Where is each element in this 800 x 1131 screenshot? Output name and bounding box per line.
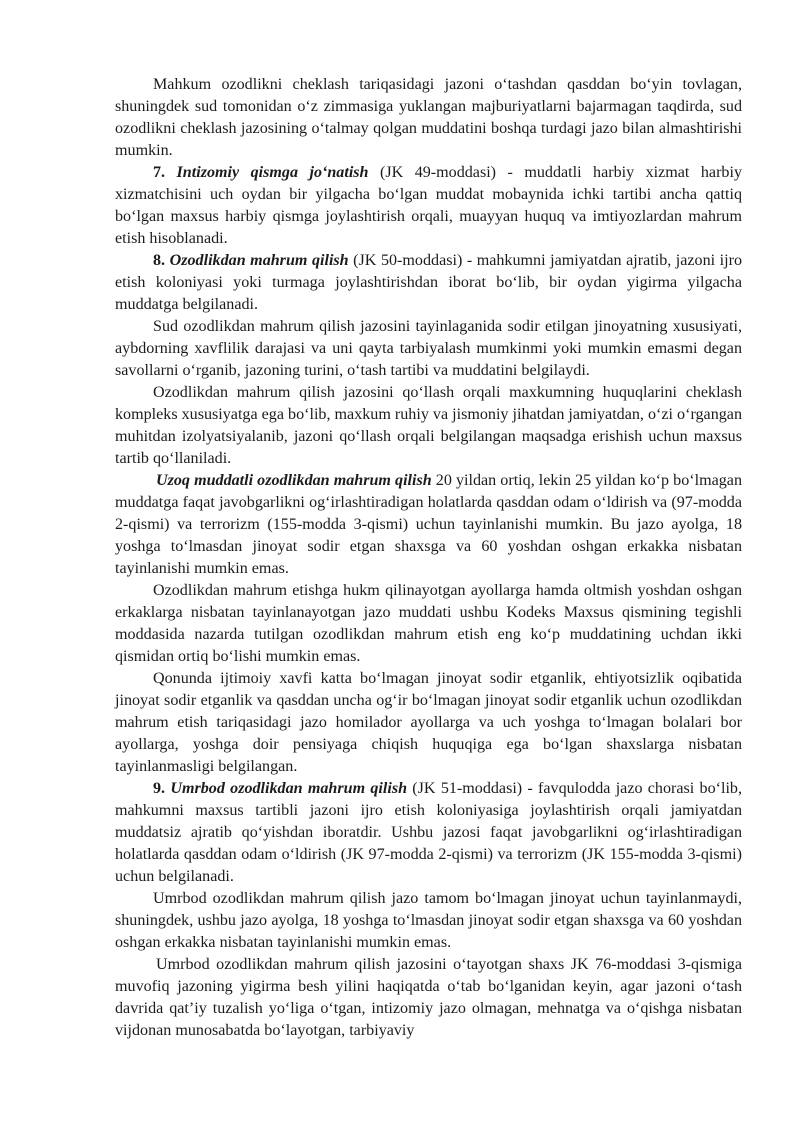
paragraph bbox=[115, 888, 742, 954]
paragraph bbox=[115, 382, 742, 470]
paragraph-text: (JK 50-moddasi) - mahkumni jamiyatdan ajratib, jazoni ijro etish koloniyasi yoki turmaga joylashtirishdan iborat bo‘lib, bir oydan yigirma yilgacha muddatga belgilanadi. bbox=[115, 252, 743, 313]
item-heading: Ozodlikdan mahrum qilish bbox=[169, 252, 349, 269]
paragraph-text: Umrbod ozodlikdan mahrum qilish jazosini o‘tayotgan shaxs JK 76-moddasi 3-qismiga muvofiq jazoning yigirma besh yilini haqiqatda o‘tab bo‘lganidan keyin, agar jazoni o‘tash davrida qat’iy tuzalish yo‘liga o‘tgan, intizomiy jazo olmagan, mehnatga va o‘qishga nisbatan vijdonan munosabatda bo‘layotgan, tarbiyaviy bbox=[115, 956, 742, 1039]
paragraph-text: Qonunda ijtimoiy xavfi katta bo‘lmagan jinoyat sodir etganlik, ehtiyotsizlik oqibatida jinoyat sodir etganlik va qasddan uncha og‘ir bo‘lmagan jinoyat sodir etganlik uchun ozodlikdan mahrum etish tariqasidagi jazo homilador ayollarga va uch yoshga to‘lmagan bolalari bor ayollarga, yoshga doir pensiyaga chiqish huquqiga ega bo‘lgan shaxslarga nisbatan tayinlanmasligi belgilangan. bbox=[115, 670, 742, 775]
item-number: 8. bbox=[153, 252, 166, 269]
paragraph-item-9 bbox=[115, 778, 742, 888]
item-heading: Uzoq muddatli ozodlikdan mahrum qilish bbox=[156, 472, 432, 489]
paragraph bbox=[115, 954, 742, 1042]
paragraph-item-8 bbox=[115, 250, 742, 316]
paragraph-text: Umrbod ozodlikdan mahrum qilish jazo tamom bo‘lmagan jinoyat uchun tayinlanmaydi, shuningdek, ushbu jazo ayolga, 18 yoshga to‘lmasdan jinoyat sodir etgan shaxsga va 60 yoshdan oshgan erkakka nisbatan tayinlanishi mumkin emas. bbox=[115, 890, 742, 951]
paragraph-text: 20 yildan ortiq, lekin 25 yildan ko‘p bo‘lmagan muddatga faqat javobgarlikni og‘irlashtiradigan holatlarda qasddan odam o‘ldirish va (97-modda 2-qismi) va terrorizm (155-modda 3-qismi) uchun tayinlanishi mumkin. Bu jazo ayolga, 18 yoshga to‘lmasdan jinoyat sodir etgan shaxsga va 60 yoshdan oshgan erkakka nisbatan tayinlanishi mumkin emas. bbox=[115, 472, 742, 577]
paragraph bbox=[115, 316, 742, 382]
paragraph-text: Sud ozodlikdan mahrum qilish jazosini tayinlaganida sodir etilgan jinoyatning xususiyati, aybdorning xavflilik darajasi va uni qayta tarbiyalash mumkinmi yoki mumkin emasmi degan savollarni o‘rganib, jazoning turini, o‘tash tartibi va muddatini belgilaydi. bbox=[115, 318, 742, 379]
item-heading: Umrbod ozodlikdan mahrum qilish bbox=[170, 780, 408, 797]
paragraph bbox=[115, 580, 742, 668]
paragraph bbox=[115, 74, 742, 162]
paragraph-text: (JK 51-moddasi) - favqulodda jazo chorasi bo‘lib, mahkumni maxsus tartibli jazoni ijro etish koloniyasiga joylashtirish orqali jamiyatdan muddatsiz ajratib qo‘yishdan iboratdir. Ushbu jazosi faqat javobgarlikni og‘irlashtiradigan holatlarda qasddan odam o‘ldirish (JK 97-modda 2-qismi) va terrorizm (JK 155-modda 3-qismi) uchun belgilanadi. bbox=[115, 780, 742, 885]
paragraph-text: (JK 49-moddasi) - muddatli harbiy xizmat harbiy xizmatchisini uch oydan bir yilgacha bo‘lgan muddat mobaynida ichki tartibi ancha qattiq bo‘lgan maxsus harbiy qismga joylashtirish orqali, muayyan huquq va imtiyozlardan mahrum etish hisoblanadi. bbox=[115, 164, 742, 247]
paragraph bbox=[115, 668, 742, 778]
item-number: 7. bbox=[153, 164, 166, 181]
item-heading: Intizomiy qismga jo‘natish bbox=[176, 164, 369, 181]
paragraph-text: Mahkum ozodlikni cheklash tariqasidagi jazoni o‘tashdan qasddan bo‘yin tovlagan, shuningdek sud tomonidan o‘z zimmasiga yuklangan majburiyatlarni bajarmagan taqdirda, sud ozodlikni cheklash jazosining o‘talmay qolgan muddatini boshqa turdagi jazo bilan almashtirishi mumkin. bbox=[115, 76, 742, 159]
item-number: 9. bbox=[153, 780, 166, 797]
paragraph-item-7 bbox=[115, 162, 742, 250]
paragraph-long-term bbox=[115, 470, 742, 580]
paragraph-text: Ozodlikdan mahrum etishga hukm qilinayotgan ayollarga hamda oltmish yoshdan oshgan erkaklarga nisbatan tayinlanayotgan jazo muddati ushbu Kodeks Maxsus qismining tegishli moddasida nazarda tutilgan ozodlikdan mahrum etish eng ko‘p muddatining uchdan ikki qismidan ortiq bo‘lishi mumkin emas. bbox=[115, 582, 742, 665]
paragraph-text: Ozodlikdan mahrum qilish jazosini qo‘llash orqali maxkumning huquqlarini cheklash kompleks xususiyatga ega bo‘lib, maxkum ruhiy va jismoniy jihatdan jamiyatdan, o‘zi o‘rgangan muhitdan izolyatsiyalanib, jazoni qo‘llash orqali belgilangan maqsadga erishish uchun maxsus tartib qo‘llaniladi. bbox=[115, 384, 742, 467]
